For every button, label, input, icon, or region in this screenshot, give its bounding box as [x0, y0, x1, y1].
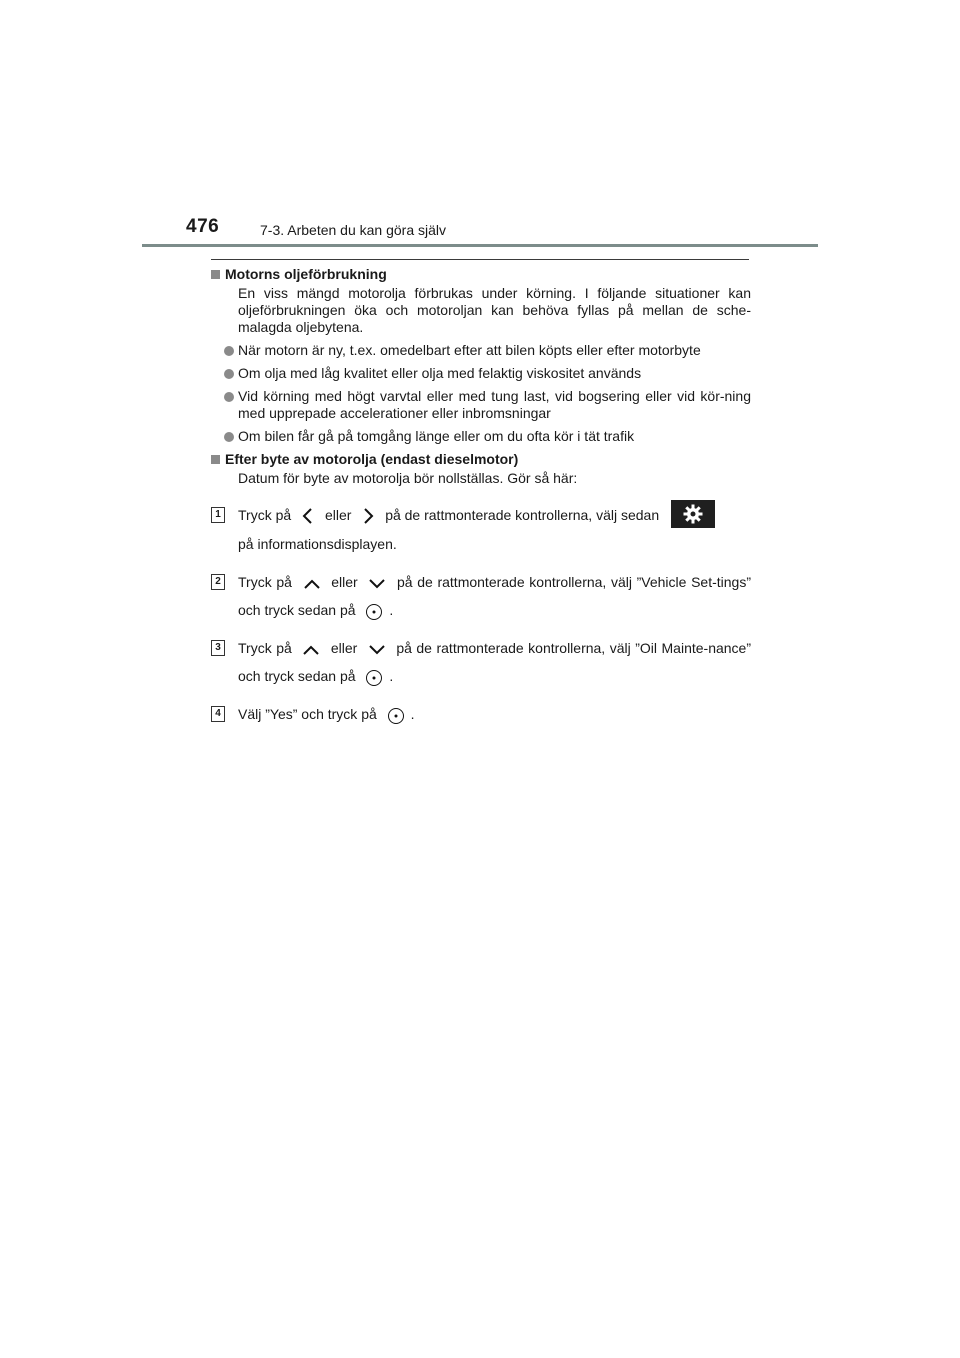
page-header	[0, 0, 960, 250]
header-rule	[142, 244, 818, 247]
chevron-left-icon	[301, 507, 315, 525]
section-title: 7-3. Arbeten du kan göra själv	[260, 222, 447, 238]
oil-change-intro: Datum för byte av motorolja bör nollställas. Gör så här:	[238, 470, 578, 486]
section-heading-oil-consumption: Motorns oljeförbrukning	[211, 266, 751, 283]
enter-button-icon	[387, 707, 405, 725]
step-number: 1	[211, 507, 225, 523]
step-1: 1 Tryck på eller på de rattmonterade kontrollerna, välj sedan på informationsdisplayen.	[211, 501, 751, 558]
chevron-down-icon	[368, 578, 386, 590]
list-item: Om olja med låg kvalitet eller olja med felaktig viskositet används	[211, 365, 751, 382]
oil-consumption-intro: En viss mängd motorolja förbrukas under körning. I följande situationer kan oljeförbrukningen öka och motoroljan kan behöva fyllas på mellan de sche-malagda oljebytena.	[238, 285, 751, 335]
chevron-right-icon	[361, 507, 375, 525]
chevron-up-icon	[303, 578, 321, 590]
step-4: 4 Välj ”Yes” och tryck på .	[211, 700, 751, 728]
enter-button-icon	[365, 669, 383, 687]
step-number: 2	[211, 574, 225, 590]
list-item: När motorn är ny, t.ex. omedelbart efter att bilen köpts eller efter motorbyte	[211, 342, 751, 359]
round-bullet-icon	[224, 392, 234, 402]
settings-gear-icon	[671, 500, 715, 528]
section-divider	[211, 259, 749, 260]
square-bullet-icon	[211, 270, 220, 279]
step-number: 3	[211, 640, 225, 656]
chevron-up-icon	[302, 644, 320, 656]
round-bullet-icon	[224, 346, 234, 356]
chevron-down-icon	[368, 644, 386, 656]
section-heading-oil-change: Efter byte av motorolja (endast dieselmotor)	[211, 451, 751, 468]
list-item: Vid körning med högt varvtal eller med tung last, vid bogsering eller vid kör-ning med upprepade accelerationer eller inbromsningar	[211, 388, 751, 422]
list-item: Om bilen får gå på tomgång länge eller om du ofta kör i tät trafik	[211, 428, 751, 445]
step-2: 2 Tryck på eller på de rattmonterade kontrollerna, välj ”Vehicle Set-tings” och tryck sedan på .	[211, 568, 751, 624]
step-number: 4	[211, 706, 225, 722]
page-content	[211, 266, 751, 738]
enter-button-icon	[365, 603, 383, 621]
round-bullet-icon	[224, 432, 234, 442]
round-bullet-icon	[224, 369, 234, 379]
page-number: 476	[186, 216, 220, 237]
square-bullet-icon	[211, 455, 220, 464]
step-3: 3 Tryck på eller på de rattmonterade kontrollerna, välj ”Oil Mainte-nance” och tryck sedan på .	[211, 634, 751, 690]
